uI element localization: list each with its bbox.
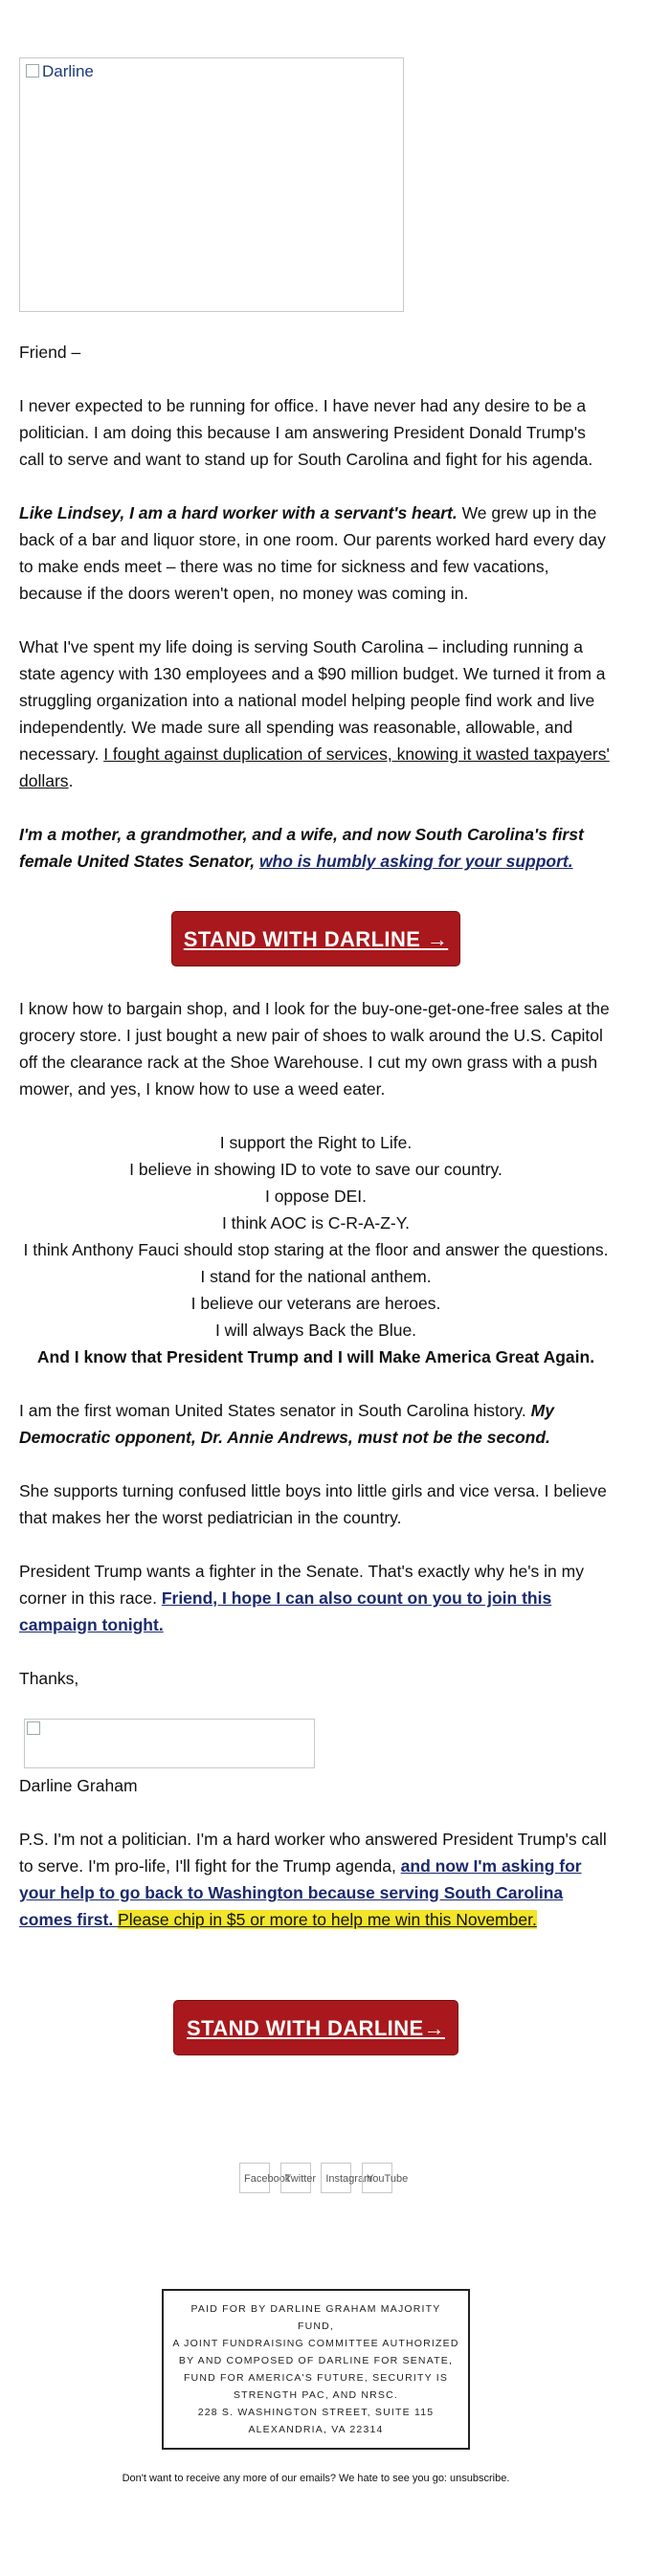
belief-item: I believe in showing ID to vote to save our country. (129, 1160, 502, 1179)
fighter-text: President Trump wants a fighter in the Senate. That's exactly why he's in my corner in this race. (19, 1562, 584, 1608)
service-text: What I've spent my life doing is serving South Carolina – including running a state agency with 130 employees and a $90 million budget. We turned it from a struggling organization into a national model helping people find work and live independently. We made sure all spending was reasonable, allowable, and necessary. (19, 637, 606, 764)
support-link[interactable]: who is humbly asking for your support. (258, 852, 573, 871)
belief-item: I will always Back the Blue. (214, 1321, 417, 1340)
facebook-icon[interactable]: Facebook (239, 2163, 270, 2193)
disclaimer-line: A JOINT FUNDRAISING COMMITTEE AUTHORIZED (172, 2338, 459, 2349)
paragraph-first-woman (19, 1397, 613, 1451)
unsubscribe-footer (19, 2473, 613, 2484)
ps-washington-link[interactable]: and now I'm asking for your help to go back to Washington because serving South Carolina comes first. (19, 1856, 582, 1929)
paid-for-disclaimer (162, 2289, 470, 2450)
ps-chip-in-link[interactable]: Please chip in $5 or more to help me win this November. (118, 1910, 537, 1929)
youtube-icon[interactable]: YouTube (362, 2163, 392, 2193)
closing-thanks: Thanks, (19, 1669, 79, 1688)
belief-item: I believe our veterans are heroes. (190, 1294, 441, 1313)
first-woman-text: I am the first woman United States senator in South Carolina history. (19, 1401, 531, 1420)
disclaimer-line: BY AND COMPOSED OF DARLINE FOR SENATE, (178, 2355, 454, 2366)
ps-text: P.S. I'm not a politician. I'm a hard worker who answered President Trump's call to serve. I'm pro-life, I'll fight for the Trump agenda, (19, 1830, 607, 1876)
paragraph-service (19, 633, 613, 794)
email-body (19, 57, 613, 2484)
hero-image (19, 57, 404, 312)
stand-with-darline-button[interactable]: STAND WITH DARLINE → (171, 911, 460, 966)
instagram-icon[interactable]: Instagram (321, 2163, 351, 2193)
paragraph-intro: I never expected to be running for office. I have never had any desire to be a politician. I am doing this because I am answering President Donald Trump's call to serve and want to stand up for South Carolina and fight for his agenda. (19, 396, 593, 469)
beliefs-list (19, 1129, 613, 1370)
unsubscribe-link[interactable]: unsubscribe. (450, 2473, 510, 2484)
signature-name: Darline Graham (19, 1776, 138, 1795)
unsubscribe-text: Don't want to receive any more of our emails? We hate to see you go: (122, 2473, 451, 2484)
paragraph-fighter (19, 1558, 613, 1638)
twitter-icon[interactable]: Twitter (280, 2163, 311, 2193)
hero-image-alt: Darline (26, 62, 94, 81)
support-emphasis: I'm a mother, a grandmother, and a wife, and now South Carolina's first female United States Senator, (19, 825, 584, 871)
belief-item: I think Anthony Fauci should stop staring at the floor and answer the questions. (23, 1240, 609, 1259)
disclaimer-line: PAID FOR BY DARLINE GRAHAM MAJORITY FUND, (190, 2303, 441, 2332)
belief-item-bold: And I know that President Trump and I will Make America Great Again. (36, 1347, 595, 1366)
paragraph-support (19, 821, 613, 875)
disclaimer-line: STRENGTH PAC, AND NRSC. (233, 2389, 399, 2401)
servant-heart-text: We grew up in the back of a bar and liquor store, in one room. Our parents worked hard every day to make ends meet – there was no time for sickness and few vacations, because if the doors weren't open, no money was coming in. (19, 503, 606, 603)
disclaimer-line: FUND FOR AMERICA'S FUTURE, SECURITY IS (183, 2372, 449, 2384)
belief-item: I think AOC is C-R-A-Z-Y. (221, 1213, 411, 1232)
belief-item: I support the Right to Life. (219, 1133, 413, 1152)
social-links (239, 2163, 409, 2197)
greeting: Friend – (19, 343, 81, 362)
disclaimer-line: ALEXANDRIA, VA 22314 (248, 2424, 384, 2435)
servant-heart-emphasis: Like Lindsey, I am a hard worker with a servant's heart. (19, 503, 458, 522)
paragraph-opponent: She supports turning confused little boys into little girls and vice versa. I believe that makes her the worst pediatrician in the country. (19, 1481, 607, 1527)
service-end: . (68, 771, 74, 790)
stand-with-darline-button-2[interactable]: STAND WITH DARLINE→ (173, 2000, 458, 2055)
belief-item: I stand for the national anthem. (200, 1267, 432, 1286)
belief-item: I oppose DEI. (264, 1187, 368, 1206)
first-woman-emphasis: My Democratic opponent, Dr. Annie Andrews, must not be the second. (19, 1401, 554, 1447)
disclaimer-line: 228 S. WASHINGTON STREET, SUITE 115 (197, 2407, 435, 2418)
paragraph-servant-heart (19, 500, 613, 607)
join-campaign-link[interactable]: Friend, I hope I can also count on you to join this campaign tonight. (19, 1588, 552, 1634)
postscript (19, 1826, 613, 1933)
paragraph-bargain: I know how to bargain shop, and I look for the buy-one-get-one-free sales at the grocery store. I just bought a new pair of shoes to walk around the U.S. Capitol off the clearance rack at the Shoe Warehouse. I cut my own grass with a push mower, and yes, I know how to use a weed eater. (19, 999, 610, 1099)
taxpayers-link[interactable]: I fought against duplication of services, knowing it wasted taxpayers' dollars (19, 744, 610, 790)
signature-image (24, 1719, 315, 1768)
